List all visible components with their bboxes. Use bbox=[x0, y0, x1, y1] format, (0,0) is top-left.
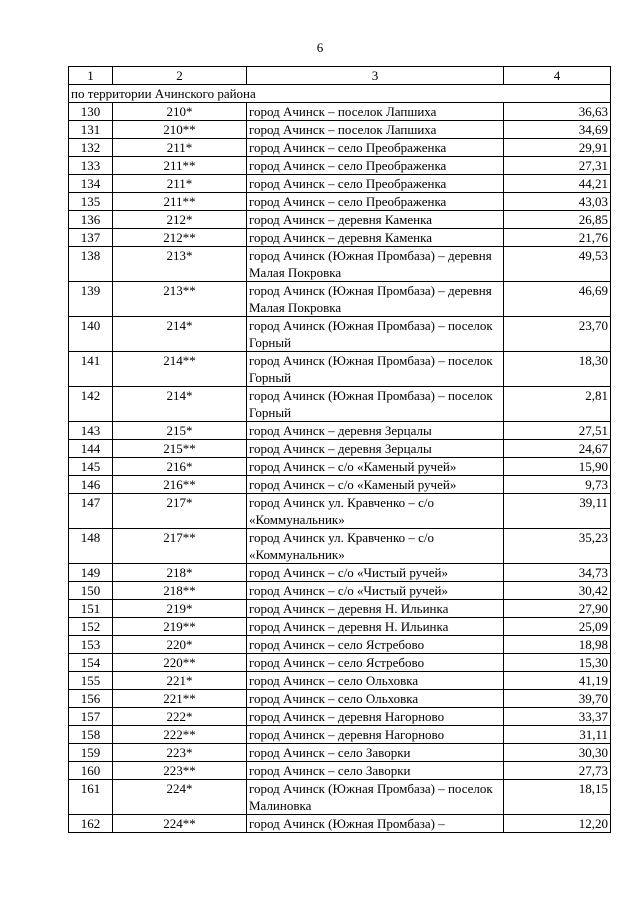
route-code: 212** bbox=[113, 229, 247, 247]
route-code: 220** bbox=[113, 654, 247, 672]
route-name: город Ачинск – деревня Нагорново bbox=[247, 726, 504, 744]
route-distance: 43,03 bbox=[504, 193, 611, 211]
route-name: город Ачинск – деревня Н. Ильинка bbox=[247, 618, 504, 636]
table-row bbox=[69, 175, 611, 193]
row-number: 135 bbox=[69, 193, 113, 211]
table-row bbox=[69, 211, 611, 229]
route-distance: 34,73 bbox=[504, 564, 611, 582]
route-distance: 23,70 bbox=[504, 317, 611, 352]
row-number: 157 bbox=[69, 708, 113, 726]
route-distance: 31,11 bbox=[504, 726, 611, 744]
column-header-2: 2 bbox=[113, 67, 247, 85]
route-distance: 49,53 bbox=[504, 247, 611, 282]
route-name: город Ачинск (Южная Промбаза) – поселок Малиновка bbox=[247, 780, 504, 815]
route-distance: 25,09 bbox=[504, 618, 611, 636]
route-code: 224* bbox=[113, 780, 247, 815]
route-code: 210** bbox=[113, 121, 247, 139]
route-distance: 39,11 bbox=[504, 494, 611, 529]
table-row bbox=[69, 654, 611, 672]
section-title: по территории Ачинского района bbox=[69, 85, 611, 103]
route-code: 218** bbox=[113, 582, 247, 600]
row-number: 145 bbox=[69, 458, 113, 476]
route-code: 211* bbox=[113, 139, 247, 157]
route-code: 217** bbox=[113, 529, 247, 564]
route-distance: 27,51 bbox=[504, 422, 611, 440]
route-code: 215* bbox=[113, 422, 247, 440]
route-distance: 44,21 bbox=[504, 175, 611, 193]
route-distance: 18,30 bbox=[504, 352, 611, 387]
route-name: город Ачинск – село Заворки bbox=[247, 744, 504, 762]
route-name: город Ачинск – село Ястребово bbox=[247, 654, 504, 672]
row-number: 133 bbox=[69, 157, 113, 175]
route-name: город Ачинск (Южная Промбаза) – поселок Горный bbox=[247, 317, 504, 352]
table-row bbox=[69, 564, 611, 582]
route-code: 215** bbox=[113, 440, 247, 458]
table-row bbox=[69, 708, 611, 726]
route-code: 221** bbox=[113, 690, 247, 708]
route-name: город Ачинск – деревня Зерцалы bbox=[247, 440, 504, 458]
route-distance: 24,67 bbox=[504, 440, 611, 458]
row-number: 152 bbox=[69, 618, 113, 636]
route-name: город Ачинск – село Преображенка bbox=[247, 139, 504, 157]
row-number: 136 bbox=[69, 211, 113, 229]
table-body bbox=[69, 85, 611, 833]
route-distance: 36,63 bbox=[504, 103, 611, 121]
route-code: 211* bbox=[113, 175, 247, 193]
table-row bbox=[69, 440, 611, 458]
row-number: 132 bbox=[69, 139, 113, 157]
route-distance: 41,19 bbox=[504, 672, 611, 690]
row-number: 141 bbox=[69, 352, 113, 387]
route-code: 213* bbox=[113, 247, 247, 282]
route-distance: 30,42 bbox=[504, 582, 611, 600]
route-name: город Ачинск – село Ольховка bbox=[247, 690, 504, 708]
route-code: 218* bbox=[113, 564, 247, 582]
route-code: 217* bbox=[113, 494, 247, 529]
route-name: город Ачинск – деревня Зерцалы bbox=[247, 422, 504, 440]
route-distance: 21,76 bbox=[504, 229, 611, 247]
route-name: город Ачинск – поселок Лапшиха bbox=[247, 121, 504, 139]
route-code: 216* bbox=[113, 458, 247, 476]
table-row bbox=[69, 352, 611, 387]
table-row bbox=[69, 103, 611, 121]
table-row bbox=[69, 690, 611, 708]
table-row bbox=[69, 494, 611, 529]
route-name: город Ачинск – село Ястребово bbox=[247, 636, 504, 654]
route-name: город Ачинск – село Преображенка bbox=[247, 193, 504, 211]
table-row bbox=[69, 193, 611, 211]
route-code: 222** bbox=[113, 726, 247, 744]
row-number: 137 bbox=[69, 229, 113, 247]
route-name: город Ачинск – с/о «Чистый ручей» bbox=[247, 564, 504, 582]
route-name: город Ачинск ул. Кравченко – с/о «Коммунальник» bbox=[247, 494, 504, 529]
route-distance: 33,37 bbox=[504, 708, 611, 726]
route-distance: 2,81 bbox=[504, 387, 611, 422]
route-code: 214** bbox=[113, 352, 247, 387]
column-header-1: 1 bbox=[69, 67, 113, 85]
route-name: город Ачинск – деревня Каменка bbox=[247, 211, 504, 229]
table-row bbox=[69, 762, 611, 780]
route-code: 211** bbox=[113, 193, 247, 211]
route-name: город Ачинск – село Ольховка bbox=[247, 672, 504, 690]
route-distance: 29,91 bbox=[504, 139, 611, 157]
route-distance: 18,98 bbox=[504, 636, 611, 654]
table-row bbox=[69, 529, 611, 564]
route-name: город Ачинск – село Преображенка bbox=[247, 175, 504, 193]
row-number: 143 bbox=[69, 422, 113, 440]
table-row bbox=[69, 387, 611, 422]
table-row bbox=[69, 672, 611, 690]
table-row bbox=[69, 618, 611, 636]
route-distance: 27,73 bbox=[504, 762, 611, 780]
route-distance: 30,30 bbox=[504, 744, 611, 762]
table-row bbox=[69, 582, 611, 600]
row-number: 142 bbox=[69, 387, 113, 422]
table-row bbox=[69, 247, 611, 282]
row-number: 161 bbox=[69, 780, 113, 815]
route-distance: 46,69 bbox=[504, 282, 611, 317]
route-code: 219** bbox=[113, 618, 247, 636]
route-name: город Ачинск (Южная Промбаза) – деревня Малая Покровка bbox=[247, 282, 504, 317]
route-code: 212* bbox=[113, 211, 247, 229]
route-code: 222* bbox=[113, 708, 247, 726]
route-distance: 27,90 bbox=[504, 600, 611, 618]
table-row bbox=[69, 458, 611, 476]
row-number: 144 bbox=[69, 440, 113, 458]
route-code: 214* bbox=[113, 387, 247, 422]
table-row bbox=[69, 600, 611, 618]
route-distance: 15,90 bbox=[504, 458, 611, 476]
route-code: 214* bbox=[113, 317, 247, 352]
route-name: город Ачинск – село Преображенка bbox=[247, 157, 504, 175]
row-number: 140 bbox=[69, 317, 113, 352]
row-number: 160 bbox=[69, 762, 113, 780]
row-number: 146 bbox=[69, 476, 113, 494]
route-distance: 35,23 bbox=[504, 529, 611, 564]
route-code: 223* bbox=[113, 744, 247, 762]
header-row bbox=[69, 67, 611, 85]
route-code: 213** bbox=[113, 282, 247, 317]
table-row bbox=[69, 726, 611, 744]
route-name: город Ачинск (Южная Промбаза) – поселок Горный bbox=[247, 352, 504, 387]
table-row bbox=[69, 422, 611, 440]
route-distance: 9,73 bbox=[504, 476, 611, 494]
route-name: город Ачинск – деревня Н. Ильинка bbox=[247, 600, 504, 618]
table-row bbox=[69, 744, 611, 762]
route-distance: 34,69 bbox=[504, 121, 611, 139]
table-row bbox=[69, 476, 611, 494]
table-row bbox=[69, 780, 611, 815]
row-number: 147 bbox=[69, 494, 113, 529]
route-code: 224** bbox=[113, 815, 247, 833]
row-number: 158 bbox=[69, 726, 113, 744]
column-header-4: 4 bbox=[504, 67, 611, 85]
route-name: город Ачинск (Южная Промбаза) – поселок Горный bbox=[247, 387, 504, 422]
table-row bbox=[69, 229, 611, 247]
route-code: 221* bbox=[113, 672, 247, 690]
route-distance: 26,85 bbox=[504, 211, 611, 229]
row-number: 151 bbox=[69, 600, 113, 618]
table-row bbox=[69, 636, 611, 654]
section-row bbox=[69, 85, 611, 103]
row-number: 138 bbox=[69, 247, 113, 282]
route-name: город Ачинск – поселок Лапшиха bbox=[247, 103, 504, 121]
row-number: 150 bbox=[69, 582, 113, 600]
table-row bbox=[69, 139, 611, 157]
route-code: 211** bbox=[113, 157, 247, 175]
route-name: город Ачинск ул. Кравченко – с/о «Коммунальник» bbox=[247, 529, 504, 564]
row-number: 156 bbox=[69, 690, 113, 708]
row-number: 159 bbox=[69, 744, 113, 762]
table-row bbox=[69, 317, 611, 352]
route-code: 216** bbox=[113, 476, 247, 494]
column-header-3: 3 bbox=[247, 67, 504, 85]
table-row bbox=[69, 282, 611, 317]
route-code: 219* bbox=[113, 600, 247, 618]
route-distance: 18,15 bbox=[504, 780, 611, 815]
table-row bbox=[69, 815, 611, 833]
row-number: 148 bbox=[69, 529, 113, 564]
route-code: 210* bbox=[113, 103, 247, 121]
route-name: город Ачинск – деревня Каменка bbox=[247, 229, 504, 247]
route-name: город Ачинск – с/о «Каменый ручей» bbox=[247, 458, 504, 476]
page-number: 6 bbox=[316, 40, 324, 55]
row-number: 139 bbox=[69, 282, 113, 317]
route-distance: 27,31 bbox=[504, 157, 611, 175]
row-number: 134 bbox=[69, 175, 113, 193]
routes-table bbox=[68, 66, 611, 833]
route-code: 223** bbox=[113, 762, 247, 780]
row-number: 162 bbox=[69, 815, 113, 833]
route-name: город Ачинск – с/о «Каменый ручей» bbox=[247, 476, 504, 494]
route-distance: 15,30 bbox=[504, 654, 611, 672]
row-number: 155 bbox=[69, 672, 113, 690]
route-distance: 39,70 bbox=[504, 690, 611, 708]
row-number: 154 bbox=[69, 654, 113, 672]
route-name: город Ачинск – деревня Нагорново bbox=[247, 708, 504, 726]
row-number: 131 bbox=[69, 121, 113, 139]
route-name: город Ачинск (Южная Промбаза) – bbox=[247, 815, 504, 833]
row-number: 149 bbox=[69, 564, 113, 582]
route-name: город Ачинск – с/о «Чистый ручей» bbox=[247, 582, 504, 600]
route-name: город Ачинск (Южная Промбаза) – деревня Малая Покровка bbox=[247, 247, 504, 282]
route-code: 220* bbox=[113, 636, 247, 654]
table-row bbox=[69, 121, 611, 139]
table-row bbox=[69, 157, 611, 175]
row-number: 153 bbox=[69, 636, 113, 654]
route-name: город Ачинск – село Заворки bbox=[247, 762, 504, 780]
row-number: 130 bbox=[69, 103, 113, 121]
route-distance: 12,20 bbox=[504, 815, 611, 833]
